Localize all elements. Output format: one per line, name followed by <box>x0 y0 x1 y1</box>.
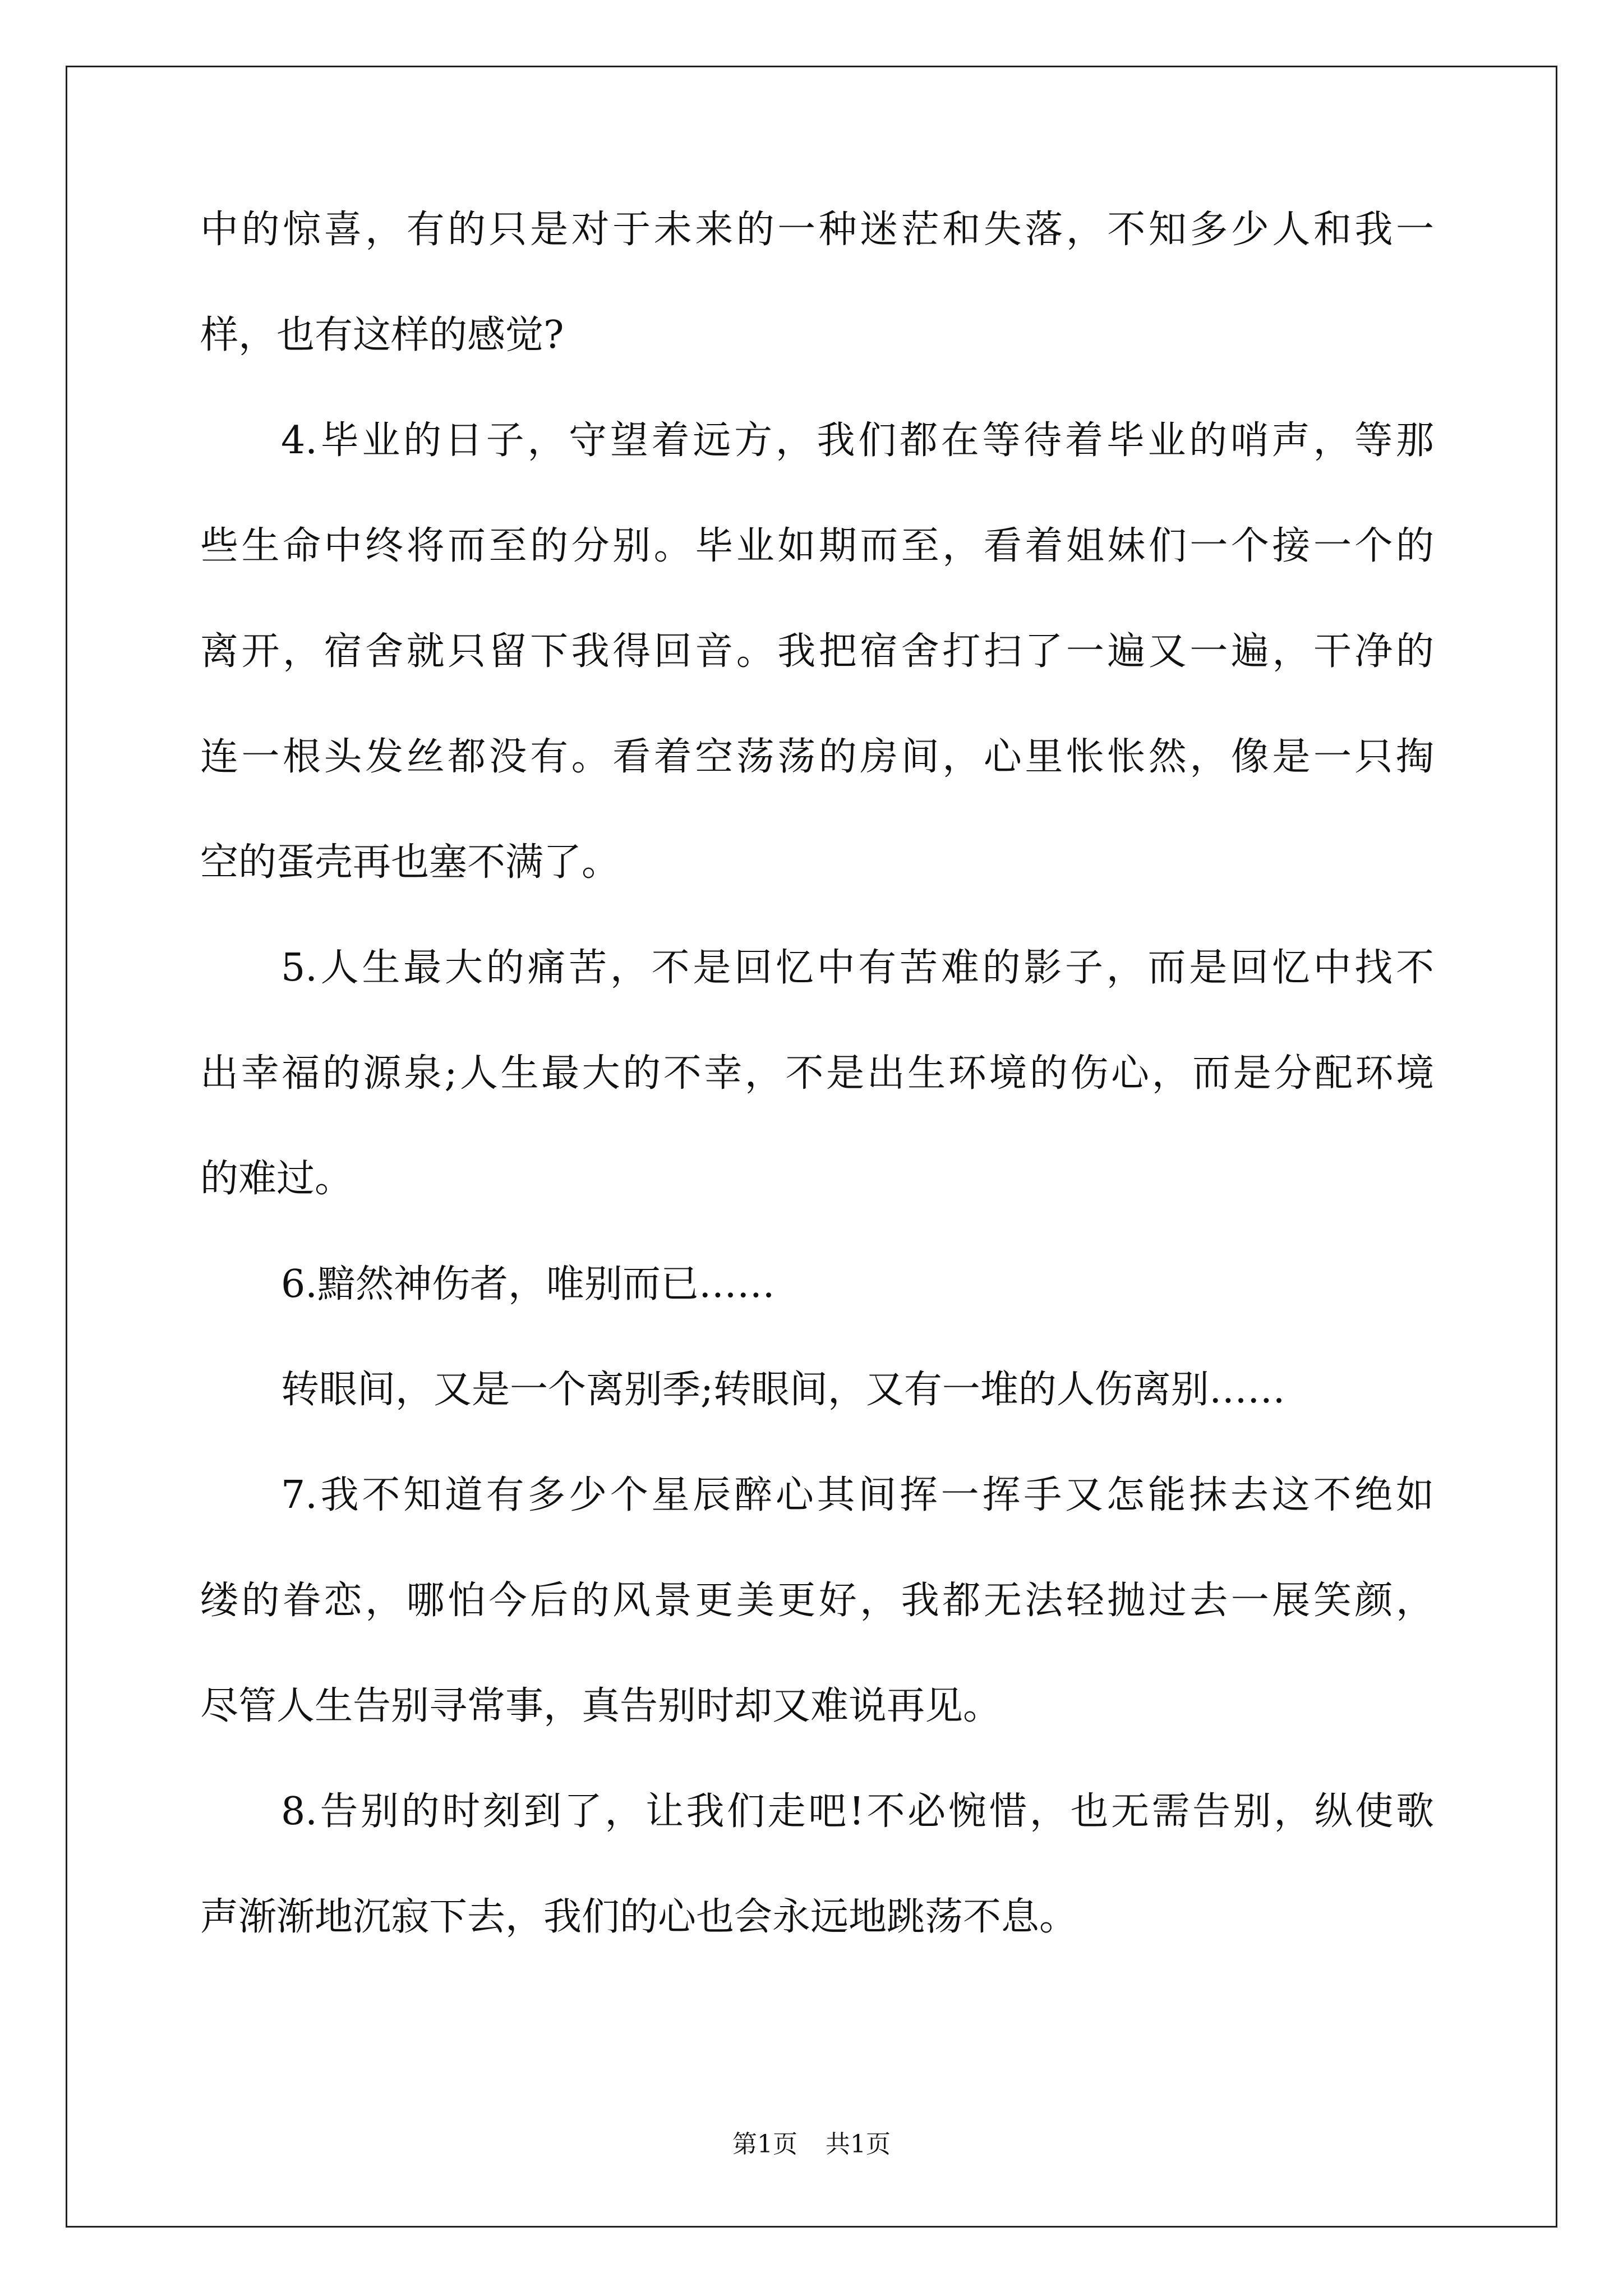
paragraph-item-6-continued <box>200 1368 1434 1412</box>
paragraph-item-7 <box>200 1473 1434 1729</box>
text-line: 8.告别的时刻到了，让我们走吧!不必惋惜，也无需告别，纵使歌 <box>281 1789 1434 1834</box>
text-line: 出幸福的源泉;人生最大的不幸，不是出生环境的伤心，而是分配环境 <box>200 1051 1434 1096</box>
text-line: 7.我不知道有多少个星辰醉心其间挥一挥手又怎能抹去这不绝如 <box>281 1473 1434 1517</box>
text-line: 转眼间，又是一个离别季;转眼间，又有一堆的人伤离别…… <box>281 1368 1285 1412</box>
text-line: 离开，宿舍就只留下我得回音。我把宿舍打扫了一遍又一遍，干净的 <box>200 629 1434 674</box>
paragraph-item-6 <box>200 1262 1434 1307</box>
text-line: 空的蛋壳再也塞不满了。 <box>200 840 620 885</box>
page-number: 第1页 <box>732 2130 797 2159</box>
text-line: 尽管人生告别寻常事，真告别时却又难说再见。 <box>200 1684 1002 1728</box>
text-line: 6.黯然神伤者，唯别而已…… <box>281 1262 775 1306</box>
document-body <box>200 208 1434 1940</box>
text-line: 些生命中终将而至的分别。毕业如期而至，看着姐妹们一个接一个的 <box>200 524 1434 568</box>
text-line: 4.毕业的日子，守望着远方，我们都在等待着毕业的哨声，等那 <box>281 418 1434 463</box>
text-line: 5.人生最大的痛苦，不是回忆中有苦难的影子，而是回忆中找不 <box>281 946 1434 990</box>
page-total: 共1页 <box>826 2130 891 2159</box>
paragraph-item-5 <box>200 946 1434 1202</box>
paragraph-item-8 <box>200 1789 1434 1940</box>
text-line: 缕的眷恋，哪怕今后的风景更美更好，我都无法轻抛过去一展笑颜， <box>200 1579 1434 1623</box>
text-line: 声渐渐地沉寂下去，我们的心也会永远地跳荡不息。 <box>200 1895 1078 1939</box>
text-line: 的难过。 <box>200 1157 353 1201</box>
paragraph-continuation <box>200 208 1434 358</box>
text-line: 中的惊喜，有的只是对于未来的一种迷茫和失落，不知多少人和我一 <box>200 208 1434 252</box>
text-line: 样，也有这样的感觉? <box>200 313 564 357</box>
text-line: 连一根头发丝都没有。看着空荡荡的房间，心里怅怅然，像是一只掏 <box>200 735 1434 779</box>
page-footer <box>0 2129 1623 2160</box>
paragraph-item-4 <box>200 418 1434 885</box>
